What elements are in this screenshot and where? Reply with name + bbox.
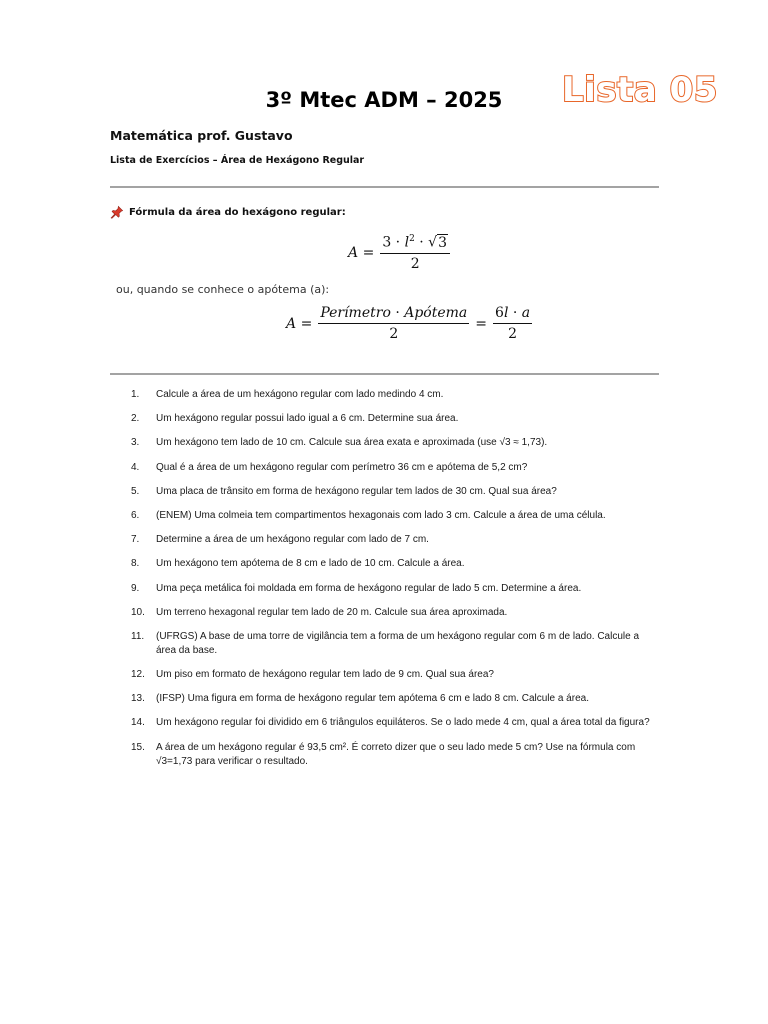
exercise-item [110,716,660,730]
exercise-text: Um hexágono tem apótema de 8 cm e lado de 10 cm. Calcule a área. [156,558,465,570]
exercise-item [110,692,660,706]
page-title: 3º Mtec ADM – 2025 [265,88,503,112]
exercise-text: Uma placa de trânsito em forma de hexágono regular tem lados de 30 cm. Qual sua área? [156,485,557,497]
exercise-item [110,557,660,571]
exercise-number: 11. [131,630,145,642]
apothem-note: ou, quando se conhece o apótema (a): [116,283,330,296]
exercise-text: Um hexágono regular possui lado igual a 6 cm. Determine sua área. [156,413,459,425]
exercise-number: 1. [131,389,140,400]
exercise-list [110,388,660,779]
list-number-badge: Lista 05 [562,70,718,110]
exercise-number: 2. [131,413,140,425]
exercise-number: 8. [131,558,140,570]
worksheet-subtitle: Lista de Exercícios – Área de Hexágono Regular [110,155,365,166]
exercise-item [110,668,660,682]
exercise-item [110,388,660,402]
exercise-text: Um hexágono tem lado de 10 cm. Calcule sua área exata e aproximada (use √3 ≈ 1,73). [156,437,548,449]
exercise-text: (UFRGS) A base de uma torre de vigilância tem a forma de um hexágono regular com 6 m de lado. Calcule a área da base. [156,630,640,656]
pushpin-icon [110,205,124,219]
exercise-item [110,582,660,596]
exercise-text: Um terreno hexagonal regular tem lado de 20 m. Calcule sua área aproximada. [156,606,508,618]
formula-heading-text: Fórmula da área do hexágono regular: [129,206,346,218]
exercise-number: 14. [131,717,145,729]
exercise-item [110,606,660,620]
exercise-item [110,630,660,658]
exercise-item [110,485,660,499]
exercise-number: 12. [131,669,145,681]
formula-heading [110,205,346,219]
exercise-item [110,533,660,547]
exercise-number: 13. [131,693,145,705]
exercise-text: Uma peça metálica foi moldada em forma de hexágono regular de lado 5 cm. Determine a área. [156,582,582,594]
exercise-text: (ENEM) Uma colmeia tem compartimentos hexagonais com lado 3 cm. Calcule a área de uma célula. [156,509,606,521]
exercise-item [110,461,660,475]
exercise-text: A área de um hexágono regular é 93,5 cm². É correto dizer que o seu lado mede 5 cm? Use na fórmula com √3=1,73 para verificar o resultado. [156,741,636,767]
exercise-item [110,412,660,426]
exercise-number: 6. [131,509,140,521]
exercise-item [110,436,660,450]
exercise-number: 5. [131,485,140,497]
area-formula-apothem: A = $\frac{\text{Perímetro · Apótema}}{2}$ = $\frac{6l \cdot a}{2}$ [286,305,531,342]
exercise-number: 7. [131,534,140,546]
exercise-number: 10. [131,606,145,618]
exercise-number: 4. [131,461,140,473]
area-formula-side: A = $\frac{3 \cdot l^2 \cdot √3}{2}$ [348,234,450,272]
exercise-text: Um hexágono regular foi dividido em 6 triângulos equiláteros. Se o lado mede 4 cm, qual a área total da figura? [156,717,650,729]
exercise-text: Calcule a área de um hexágono regular com lado medindo 4 cm. [156,389,444,400]
divider-bottom [110,373,659,375]
exercise-text: (IFSP) Uma figura em forma de hexágono regular tem apótema 6 cm e lado 8 cm. Calcule a área. [156,693,589,705]
exercise-text: Um piso em formato de hexágono regular tem lado de 9 cm. Qual sua área? [156,669,494,681]
exercise-number: 9. [131,582,140,594]
teacher-line: Matemática prof. Gustavo [110,128,293,143]
exercise-number: 3. [131,437,140,449]
exercise-item [110,741,660,769]
exercise-text: Qual é a área de um hexágono regular com perímetro 36 cm e apótema de 5,2 cm? [156,461,528,473]
divider-top [110,186,659,188]
exercise-text: Determine a área de um hexágono regular com lado de 7 cm. [156,534,429,546]
exercise-item [110,509,660,523]
exercise-number: 15. [131,741,145,753]
